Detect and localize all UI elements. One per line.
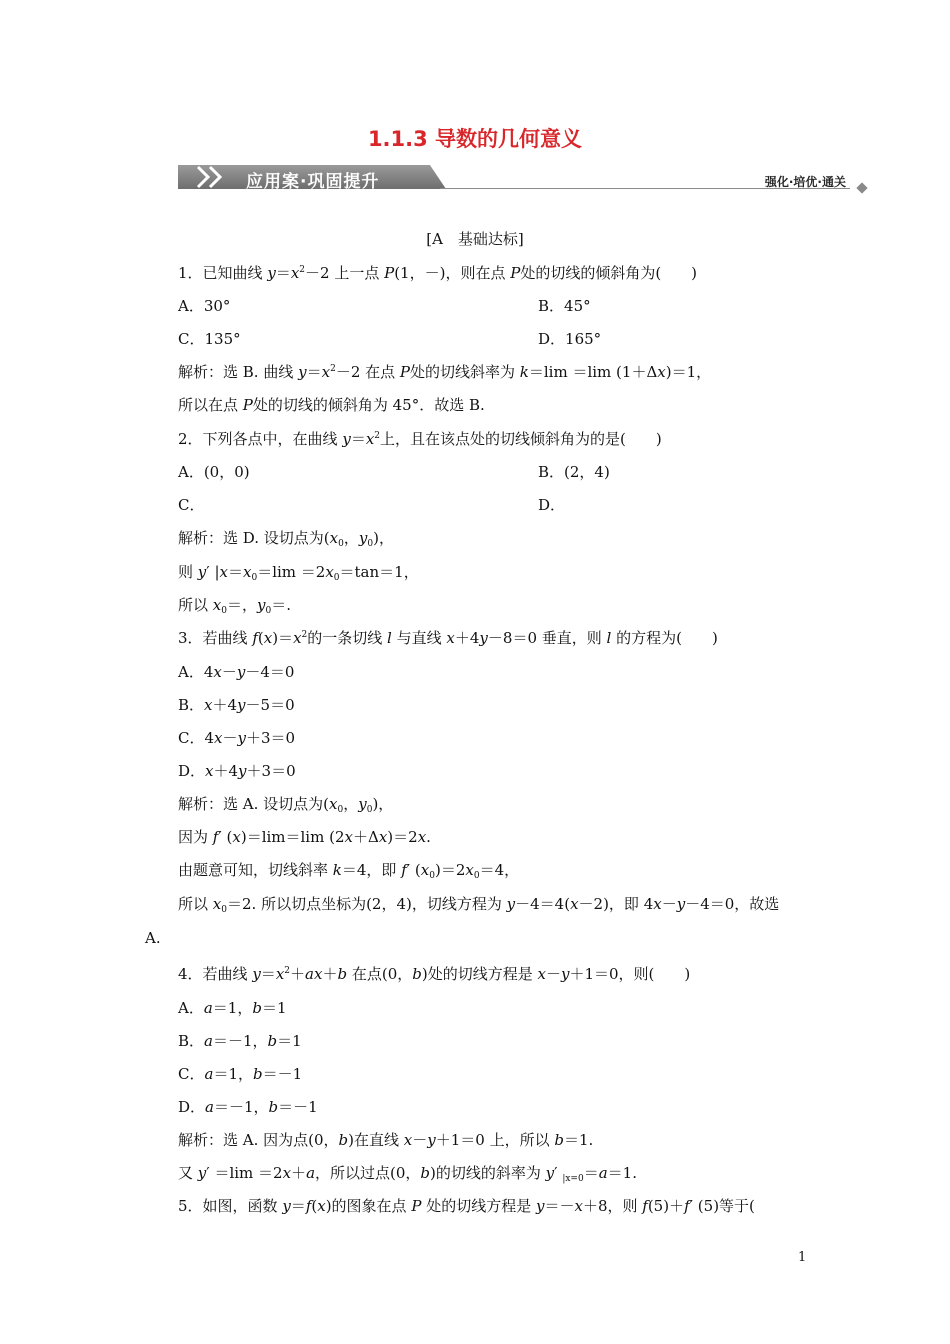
- question-3-solution-line-5: A.: [145, 929, 161, 947]
- question-1-option-a: A．30°: [178, 297, 231, 315]
- question-2-stem: 2．下列各点中，在曲线 $y=x^2$上，且在该点处的切线倾斜角为的是( ): [178, 430, 662, 448]
- banner-right-label: 强化·培优·通关: [764, 175, 846, 189]
- banner-left-label: 应用案·巩固提升: [246, 172, 380, 192]
- question-1-solution-line-2: 所以在点 P处的切线的倾斜角为 45°．故选 B.: [178, 396, 485, 414]
- question-3-option-a: A．4x－y－4＝0: [178, 663, 295, 681]
- question-4-solution-line-2: 又 y′ ＝lim ＝2x＋a，所以过点(0，b)的切线的斜率为 y′ $_{|x=0}$＝a＝1.: [178, 1164, 637, 1184]
- question-1-solution-line-1: 解析：选 B. 曲线 $y=x^2-2$ 在点 P处的切线斜率为 k＝lim ＝lim (1＋Δx)＝1，: [178, 363, 712, 381]
- diamond-icon: [856, 182, 867, 193]
- question-1-stem: 1．已知曲线 $y=x^2-2$ 上一点 P(1，－)，则在点 P处的切线的倾斜角为( ): [178, 264, 698, 282]
- question-4-option-c: C．a＝1，b＝－1: [178, 1065, 303, 1083]
- question-3-solution-line-1: 解析：选 A. 设切点为($x_0$，$y_0$)，: [178, 795, 394, 815]
- question-4-stem: 4．若曲线 $y=x^2+ax+b$ 在点(0，b)处的切线方程是 x－y＋1＝0，则( ): [178, 965, 691, 983]
- question-4-option-b: B．a＝－1，b＝1: [178, 1032, 302, 1050]
- question-3-option-c: C．4x－y＋3＝0: [178, 729, 296, 747]
- question-3-option-d: D．x＋4y＋3＝0: [178, 762, 296, 780]
- question-3-solution-line-3: 由题意可知，切线斜率 k＝4，即 f′ $(x_0)=2x_0=4$，: [178, 861, 520, 881]
- question-2-option-c: C．: [178, 496, 205, 514]
- question-3-option-b: B．x＋4y－5＝0: [178, 696, 295, 714]
- question-2-option-a: A．(0，0): [178, 463, 250, 481]
- question-2-solution-line-3: 所以 $x_0=$，$y_0=$.: [178, 596, 291, 616]
- question-1-option-c: C．135°: [178, 330, 241, 348]
- page-title: 1.1.3 导数的几何意义: [367, 127, 583, 151]
- question-2-option-d: D．: [538, 496, 566, 514]
- page-number: 1: [798, 1250, 807, 1265]
- question-5-stem: 5．如图，函数 y＝f(x)的图象在点 P 处的切线方程是 y＝－x＋8，则 f(5)＋f′ (5)等于(: [178, 1197, 755, 1215]
- question-3-solution-line-4: 所以 $x_0=2$. 所以切点坐标为(2，4)，切线方程为 y－4＝4(x－2)，即 4x－y－4＝0，故选: [178, 895, 780, 915]
- question-4-option-a: A．a＝1，b＝1: [178, 999, 287, 1017]
- question-2-solution-line-1: 解析：选 D. 设切点为($x_0$，$y_0$)，: [178, 529, 394, 549]
- question-3-stem: 3．若曲线 $f(x)=x^2$的一条切线 l 与直线 x＋4y－8＝0 垂直，则 l 的方程为( ): [178, 629, 718, 647]
- section-banner: [178, 163, 868, 193]
- question-2-option-b: B．(2，4): [538, 463, 610, 481]
- question-1-option-d: D．165°: [538, 330, 602, 348]
- chevron-right-icon: [196, 165, 236, 189]
- question-4-solution-line-1: 解析：选 A. 因为点(0，b)在直线 x－y＋1＝0 上，所以 b＝1.: [178, 1131, 594, 1149]
- section-heading: [A 基础达标]: [426, 230, 524, 248]
- question-2-solution-line-2: 则 y′ $|x=x_0=\lim =2x_0=\tan=1$，: [178, 563, 419, 583]
- question-3-solution-line-2: 因为 f′ (x)＝lim＝lim (2x＋Δx)＝2x.: [178, 828, 431, 846]
- question-4-option-d: D．a＝－1，b＝－1: [178, 1098, 318, 1116]
- question-1-option-b: B．45°: [538, 297, 591, 315]
